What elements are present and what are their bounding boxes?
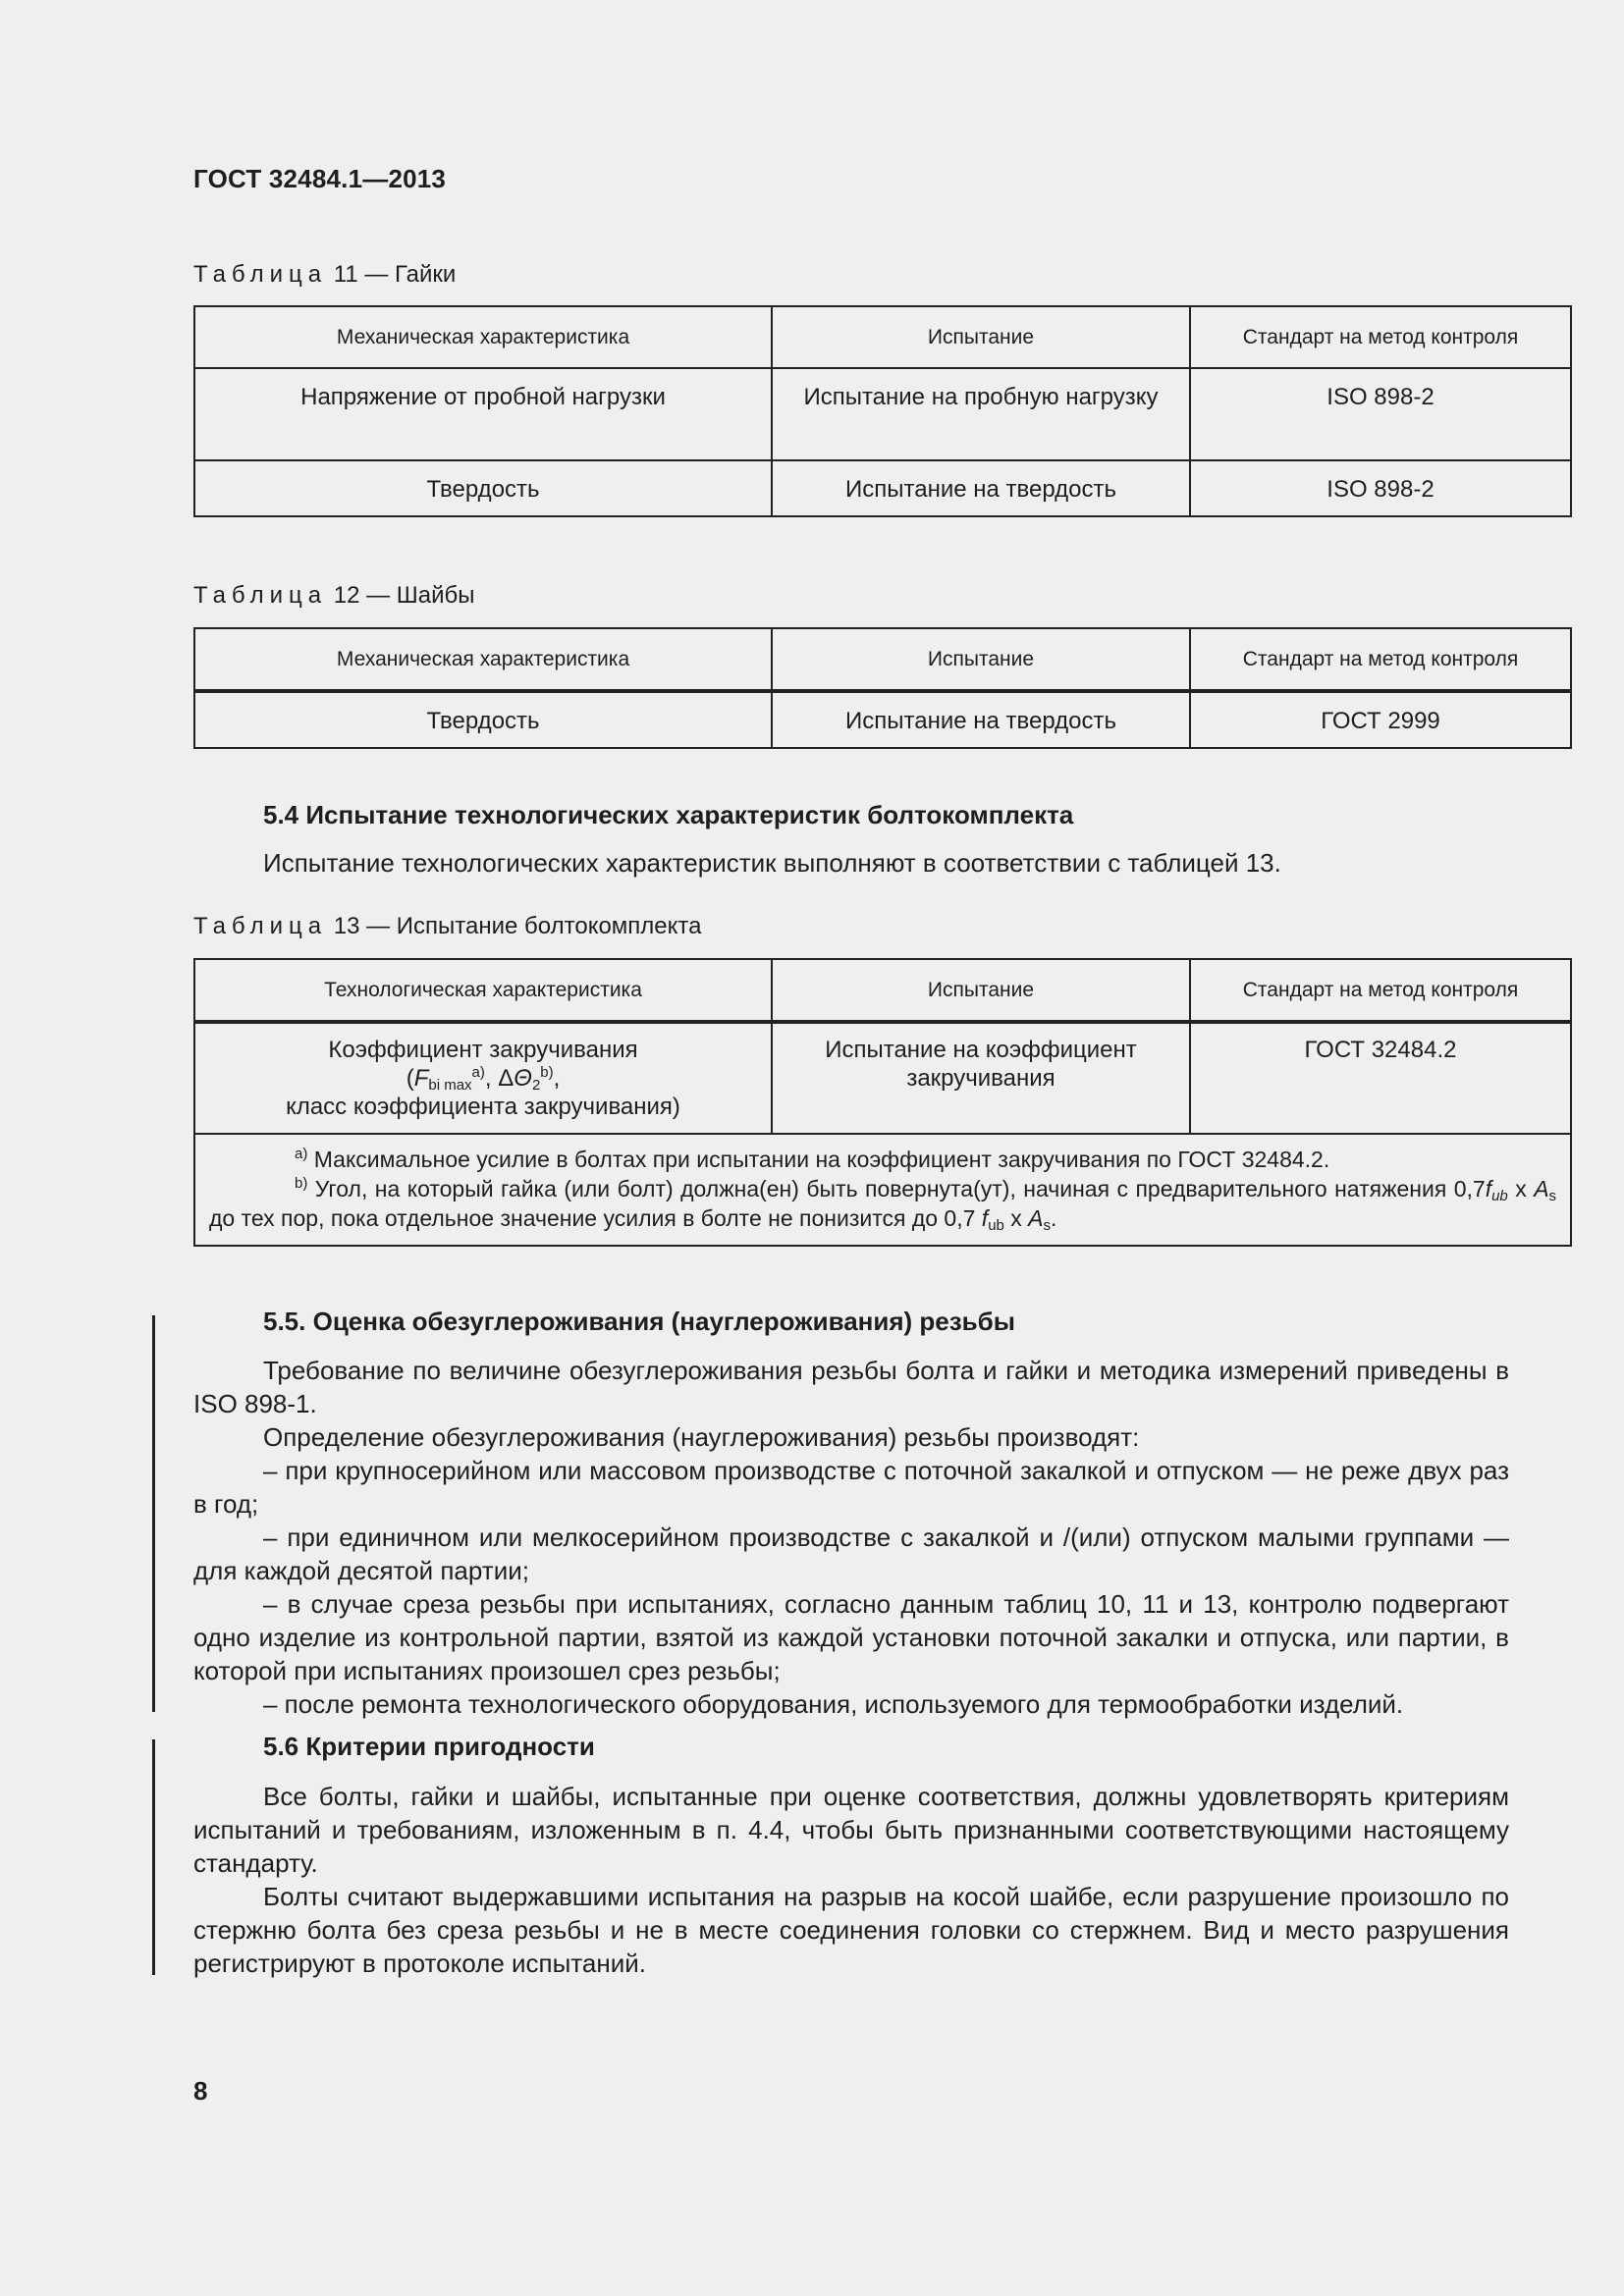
table-cell: ГОСТ 32484.2 bbox=[1190, 1022, 1571, 1134]
table-12 bbox=[193, 627, 1572, 749]
list-item: – после ремонта технологического оборудования, используемого для термообработки изделий. bbox=[263, 1689, 1404, 1719]
table-cell bbox=[194, 1022, 772, 1134]
table-13 bbox=[193, 958, 1572, 1247]
paragraph: Болты считают выдержавшими испытания на разрыв на косой шайбе, если разрушение произошло по стержню болта без среза резьбы и не в месте соединения головки со стержнем. Вид и место разрушения регистрируют в протоколе испытаний. bbox=[193, 1882, 1509, 1978]
paragraph: Все болты, гайки и шайбы, испытанные при оценке соответствия, должны удовлетворять критериям испытаний и требованиям, изложенным в п. 4.4, чтобы быть признанными соответствующими настоящему стандарту. bbox=[193, 1782, 1509, 1878]
table-cell: Напряжение от пробной нагрузки bbox=[194, 368, 772, 460]
table-cell: Твердость bbox=[194, 691, 772, 748]
list-item: – при единичном или мелкосерийном производстве с закалкой и /(или) отпуском малыми группами — для каждой десятой партии; bbox=[193, 1522, 1509, 1585]
table-13-caption: Таблица 13 — Испытание болтокомплекта bbox=[193, 913, 702, 939]
table-11-header-characteristic: Механическая характеристика bbox=[194, 306, 772, 368]
cell-line: класс коэффициента закручивания) bbox=[286, 1094, 680, 1120]
paragraph: Требование по величине обезуглероживания резьбы болта и гайки и методика измерений приведены в ISO 898-1. bbox=[193, 1356, 1509, 1418]
section-5-5-body bbox=[193, 1354, 1509, 1721]
section-5-6-title: 5.6 Критерии пригодности bbox=[263, 1732, 595, 1761]
revision-change-bar bbox=[152, 1315, 155, 1712]
table-13-header-characteristic: Технологическая характеристика bbox=[194, 959, 772, 1022]
cell-line: Коэффициент закручивания bbox=[328, 1037, 638, 1063]
list-item: – при крупносерийном или массовом производстве с поточной закалкой и отпуском — не реже двух раз в год; bbox=[193, 1456, 1509, 1519]
document-header: ГОСТ 32484.1—2013 bbox=[193, 164, 447, 193]
table-cell: ISO 898-2 bbox=[1190, 460, 1571, 516]
table-row bbox=[194, 368, 1571, 460]
section-5-5-title: 5.5. Оценка обезуглероживания (науглероживания) резьбы bbox=[263, 1307, 1015, 1336]
table-11-header-standard: Стандарт на метод контроля bbox=[1190, 306, 1571, 368]
section-5-6-body bbox=[193, 1780, 1509, 1980]
table-cell: Испытание на твердость bbox=[772, 691, 1190, 748]
table-row bbox=[194, 460, 1571, 516]
list-item: – в случае среза резьбы при испытаниях, согласно данным таблиц 10, 11 и 13, контролю подвергают одно изделие из контрольной партии, взятой из каждой установки поточной закалки и отпуска, или партии, в которой при испытаниях произошел срез резьбы; bbox=[193, 1589, 1509, 1685]
table-11-header-test: Испытание bbox=[772, 306, 1190, 368]
section-5-4-title: 5.4 Испытание технологических характеристик болтокомплекта bbox=[263, 800, 1074, 829]
table-row bbox=[194, 691, 1571, 748]
footnote-a: $^{a)}$ Максимальное усилие в болтах при испытании на коэффициент закручивания по ГОСТ 32484.2. bbox=[295, 1146, 1330, 1172]
table-12-caption: Таблица 12 — Шайбы bbox=[193, 582, 475, 609]
table-12-header-standard: Стандарт на метод контроля bbox=[1190, 628, 1571, 691]
table-cell: Испытание на пробную нагрузку bbox=[772, 368, 1190, 460]
page-number: 8 bbox=[193, 2076, 208, 2106]
table-11 bbox=[193, 305, 1572, 517]
section-5-4-body bbox=[193, 846, 1509, 880]
revision-change-bar bbox=[152, 1739, 155, 1975]
paragraph: Испытание технологических характеристик выполняют в соответствии с таблицей 13. bbox=[263, 848, 1281, 878]
table-row bbox=[194, 1022, 1571, 1134]
table-13-notes bbox=[194, 1134, 1571, 1246]
table-cell: Испытание на твердость bbox=[772, 460, 1190, 516]
footnote-b: $^{b)}$ Угол, на который гайка (или болт) должна(ен) быть повернута(ут), начиная с предварительного натяжения $0,7f_{ub}$ x $A_s$ до тех пор, пока отдельное значение усилия в болте не понизится до 0,7 $f_{ub}$ x $A_s$. bbox=[209, 1175, 1557, 1234]
table-cell: Твердость bbox=[194, 460, 772, 516]
table-12-header-test: Испытание bbox=[772, 628, 1190, 691]
table-cell: ГОСТ 2999 bbox=[1190, 691, 1571, 748]
table-12-header-characteristic: Механическая характеристика bbox=[194, 628, 772, 691]
paragraph: Определение обезуглероживания (науглероживания) резьбы производят: bbox=[263, 1422, 1140, 1452]
table-13-header-test: Испытание bbox=[772, 959, 1190, 1022]
table-13-header-standard: Стандарт на метод контроля bbox=[1190, 959, 1571, 1022]
formula-line: ($F_{bi max}^{a)}$, $\Delta\Theta_2^{b)}$, bbox=[406, 1064, 561, 1094]
table-cell: ISO 898-2 bbox=[1190, 368, 1571, 460]
table-cell: Испытание на коэффициент закручивания bbox=[772, 1022, 1190, 1134]
table-11-caption: Таблица 11 — Гайки bbox=[193, 261, 457, 288]
